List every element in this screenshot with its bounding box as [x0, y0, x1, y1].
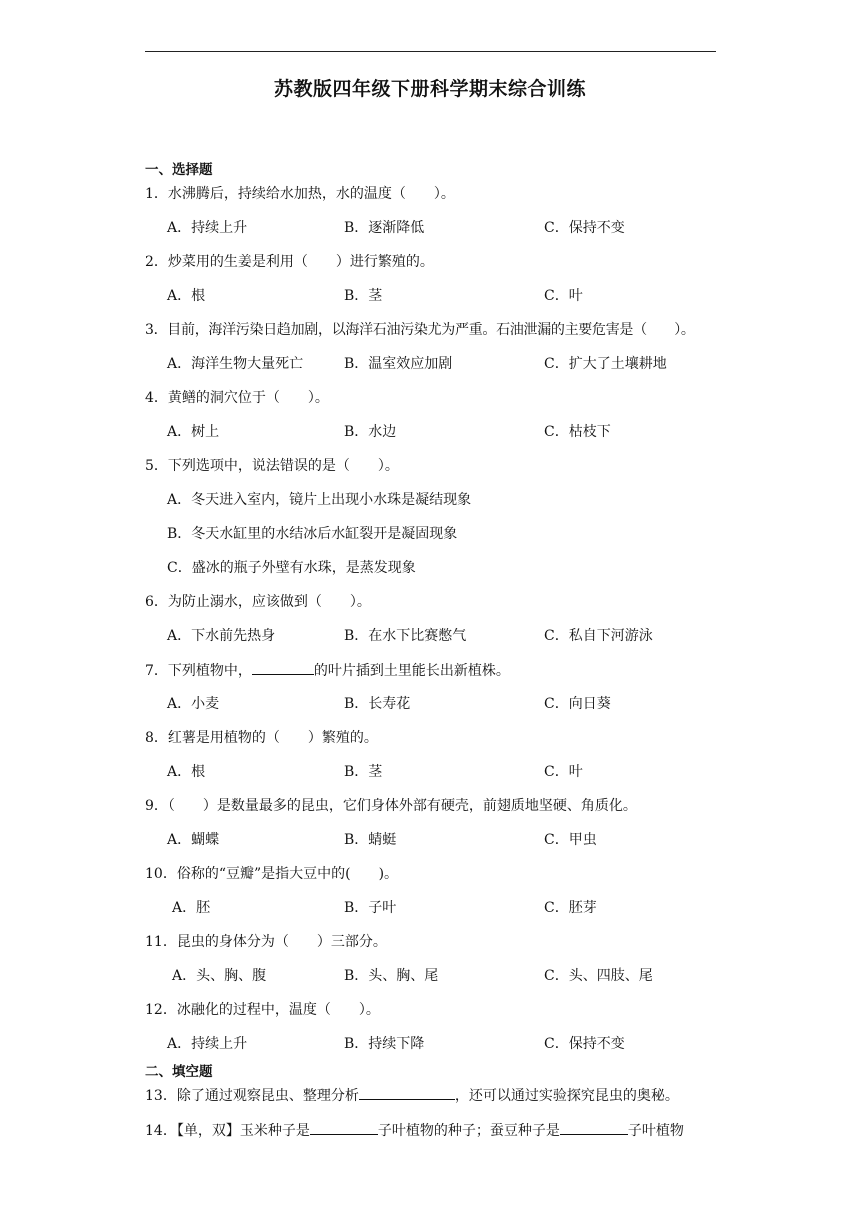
question-5-option-b: B．冬天水缸里的水结冰后水缸裂开是凝固现象 — [167, 526, 458, 542]
question-12-option-c: C．保持不变 — [544, 1036, 625, 1052]
question-11-option-b: B．头、胸、尾 — [344, 968, 439, 984]
question-4-option-b: B．水边 — [344, 424, 397, 440]
question-7-option-b: B．长寿花 — [344, 696, 411, 712]
question-9-option-a: A．蝴蝶 — [167, 832, 220, 848]
question-1-option-c: C．保持不变 — [544, 220, 625, 236]
question-5-stem: 5．下列选项中，说法错误的是（ ）。 — [145, 458, 399, 474]
question-13-stem — [145, 1085, 679, 1106]
question-5-option-c: C．盛冰的瓶子外壁有水珠，是蒸发现象 — [167, 560, 416, 576]
question-12-option-a: A．持续上升 — [167, 1036, 248, 1052]
question-9-option-c: C．甲虫 — [544, 832, 597, 848]
question-10-option-a: A．胚 — [172, 900, 211, 916]
question-12-stem: 12．冰融化的过程中，温度（ ）。 — [145, 1002, 380, 1018]
question-2-option-a: A．根 — [167, 288, 206, 304]
question-10-option-b: B．子叶 — [344, 900, 397, 916]
question-8-option-c: C．叶 — [544, 764, 583, 780]
question-10-stem: 10．俗称的“豆瓣”是指大豆中的( )。 — [145, 866, 399, 882]
answer-blank[interactable] — [359, 1085, 455, 1100]
question-3-stem: 3．目前，海洋污染日趋加剧，以海洋石油污染尤为严重。石油泄漏的主要危害是（ ）。 — [145, 322, 695, 338]
question-7-option-a: A．小麦 — [167, 696, 220, 712]
question-4-stem: 4．黄鳝的洞穴位于（ ）。 — [145, 390, 329, 406]
question-7-stem — [145, 660, 510, 681]
question-1-option-a: A．持续上升 — [167, 220, 248, 236]
answer-blank[interactable] — [252, 660, 314, 675]
question-1-option-b: B．逐渐降低 — [344, 220, 425, 236]
question-7-stem-part-2: 的叶片插到土里能长出新植株。 — [313, 663, 510, 679]
question-13-stem-part-1: 13．除了通过观察昆虫、整理分析 — [145, 1088, 359, 1104]
question-8-option-a: A．根 — [167, 764, 206, 780]
question-1-stem: 1．水沸腾后，持续给水加热，水的温度（ ）。 — [145, 186, 455, 202]
section-heading-fill: 二、填空题 — [145, 1064, 213, 1080]
question-6-stem: 6．为防止溺水，应该做到（ ）。 — [145, 594, 371, 610]
question-2-stem: 2．炒菜用的生姜是利用（ ）进行繁殖的。 — [145, 254, 434, 270]
question-14-stem-part-1: 14．【单，双】玉米种子是 — [145, 1123, 310, 1139]
question-6-option-a: A．下水前先热身 — [167, 628, 276, 644]
answer-blank[interactable] — [560, 1120, 628, 1135]
question-9-option-b: B．蜻蜓 — [344, 832, 397, 848]
question-11-option-a: A．头、胸、腹 — [172, 968, 267, 984]
question-3-option-c: C．扩大了土壤耕地 — [544, 356, 667, 372]
question-10-option-c: C．胚芽 — [544, 900, 597, 916]
question-9-stem: 9．（ ）是数量最多的昆虫，它们身体外部有硬壳，前翅质地坚硬、角质化。 — [145, 798, 637, 814]
page-title: 苏教版四年级下册科学期末综合训练 — [273, 78, 586, 100]
question-8-stem: 8．红薯是用植物的（ ）繁殖的。 — [145, 730, 378, 746]
question-6-option-b: B．在水下比赛憋气 — [344, 628, 467, 644]
question-5-option-a: A．冬天进入室内，镜片上出现小水珠是凝结现象 — [167, 492, 472, 508]
question-7-option-c: C．向日葵 — [544, 696, 611, 712]
question-11-option-c: C．头、四肢、尾 — [544, 968, 653, 984]
question-14-stem-part-2: 子叶植物的种子；蚕豆种子是 — [377, 1123, 560, 1139]
question-4-option-a: A．树上 — [167, 424, 220, 440]
question-14-stem — [145, 1120, 684, 1141]
section-heading-choice: 一、选择题 — [145, 162, 213, 178]
question-6-option-c: C．私自下河游泳 — [544, 628, 653, 644]
question-3-option-b: B．温室效应加剧 — [344, 356, 453, 372]
question-4-option-c: C．枯枝下 — [544, 424, 611, 440]
question-2-option-c: C．叶 — [544, 288, 583, 304]
question-3-option-a: A．海洋生物大量死亡 — [167, 356, 304, 372]
question-11-stem: 11．昆虫的身体分为（ ）三部分。 — [145, 934, 387, 950]
question-8-option-b: B．茎 — [344, 764, 383, 780]
answer-blank[interactable] — [310, 1120, 378, 1135]
question-12-option-b: B．持续下降 — [344, 1036, 425, 1052]
question-13-stem-part-2: ，还可以通过实验探究昆虫的奥秘。 — [454, 1088, 679, 1104]
question-14-stem-part-3: 子叶植物 — [627, 1123, 684, 1139]
question-2-option-b: B．茎 — [344, 288, 383, 304]
question-7-stem-part-1: 7．下列植物中， — [145, 663, 252, 679]
header-rule — [145, 51, 716, 52]
